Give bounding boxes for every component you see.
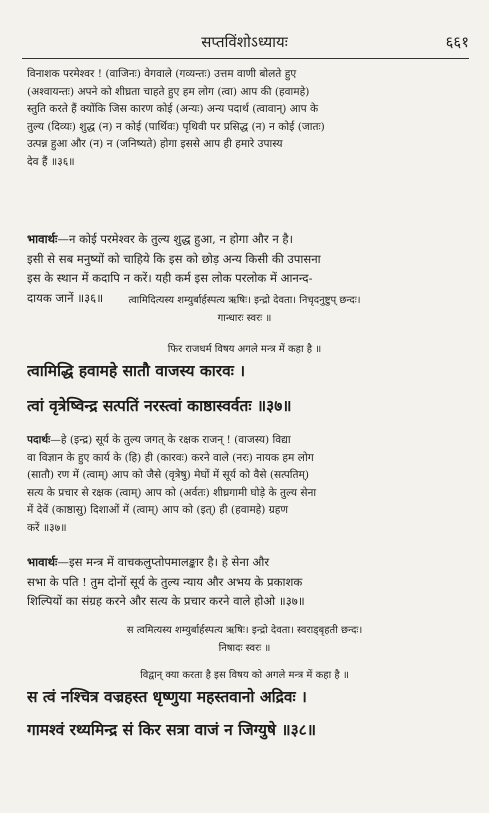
page-header	[0, 30, 489, 54]
text-line: वा विज्ञान के हुए कार्य के (हि) ही (कारवः) करने वाले (नरः) नायक हम लोग	[27, 451, 314, 464]
text-line: शिल्पियों का संग्रह करने और सत्य के प्रचार करने वाले होओ ॥३७॥	[27, 594, 305, 608]
mantra-38-line-1: स त्वं नश्चित्र वज्रहस्त धृष्णुया महस्तवानो अद्रिवः ।	[27, 687, 307, 706]
padartha-label: पदार्थः	[27, 434, 51, 446]
text-line: देव हैं ॥३६॥	[27, 155, 75, 168]
text-line: तुल्य (दिव्यः) शुद्ध (न) न कोई (पार्थिवः) पृथिवी पर प्रसिद्ध (न) न कोई (जातः)	[27, 120, 325, 133]
text-line: (अश्वायन्तः) अपने को शीघ्रता चाहते हुए हम लोग (त्वा) आप की (हवामहे)	[27, 85, 310, 98]
chapter-title: सप्तविंशोऽध्यायः	[201, 33, 288, 51]
text-line: विनाशक परमेश्वर ! (वाजिनः) वेगवाले (गव्यन्तः) उत्तम वाणी बोलते हुए	[27, 68, 297, 80]
mantra-37-line-1: त्वामिद्धि हवामहे सातौ वाजस्य कारवः ।	[27, 361, 246, 380]
svara-line-37: गान्धारः स्वरः ॥	[217, 313, 272, 324]
mantra-intro-38: विद्वान् क्या करता है इस विषय को अगले मन्त्र में कहा है ॥	[140, 670, 349, 681]
text-line: दायक जानें ॥३६॥	[27, 290, 104, 305]
text-line: करें ॥३७॥	[27, 521, 67, 534]
text-line: इस के स्थान में कदापि न करें। यही कर्म इस लोक परलोक में आनन्द-	[27, 271, 313, 285]
page-number: ६६१	[445, 33, 469, 51]
padartha-37	[27, 432, 471, 538]
text-line: भावार्थः—न कोई परमेश्वर के तुल्य शुद्ध हुआ, न होगा और न है।	[27, 232, 293, 246]
translation-36-continued	[27, 66, 471, 172]
text-line: पदार्थः—हे (इन्द्र) सूर्य के तुल्य जगत् के रक्षक राजन् ! (वाजस्य) विद्या	[27, 434, 291, 446]
text-line: सभा के पति ! तुम दोनों सूर्य के तुल्य न्याय और अभय के प्रकाशक	[27, 574, 303, 589]
rishi-devata-line-37: त्वामिदित्यस्य शम्युर्बार्हस्पत्य ऋषिः। इन्द्रो देवता। निचृदनुष्टुप् छन्दः।	[128, 295, 361, 306]
svara-line-38: निषादः स्वरः ॥	[218, 643, 271, 654]
bhavartha-label: भावार्थः	[27, 555, 58, 569]
text-line: उत्पन्न हुआ और (न) न (जनिष्यते) होगा इससे आप ही हमारे उपास्य	[27, 138, 283, 151]
text-line: स्तुति करते हैं क्योंकि जिस कारण कोई (अन्यः) अन्य पदार्थ (त्वावान्) आप के	[27, 103, 319, 116]
header-rule	[22, 58, 469, 59]
mantra-37-line-2: त्वां वृत्रेष्विन्द्र सत्पतिं नरस्त्वां काष्ठास्वर्वतः ॥३७॥	[27, 396, 292, 415]
text-line: इसी से सब मनुष्यों को चाहिये कि इस को छोड़ अन्य किसी की उपासना	[27, 251, 321, 266]
text-line: सत्य के प्रचार से रक्षक (त्वाम्) आप को (अर्वतः) शीघ्रगामी घोड़े के तुल्य सेना	[27, 486, 317, 499]
bhavartha-label: भावार्थः	[27, 232, 58, 246]
mantra-38-line-2: गामश्वं रथ्यमिन्द्र सं किर सत्रा वाजं न जिग्युषे ॥३८॥	[27, 720, 317, 739]
bhavartha-37	[27, 553, 471, 612]
text-line: में देवें (काष्ठासु) दिशाओं में (त्वाम्) आप को (इत्) ही (हवामहे) ग्रहण	[27, 504, 289, 517]
rishi-devata-line-38: स त्वमित्यस्य शम्युर्बार्हस्पत्य ऋषिः। इन्द्रो देवता। स्वराड्बृहती छन्दः।	[126, 625, 363, 636]
mantra-intro-37: फिर राजधर्म विषय अगले मन्त्र में कहा है ॥	[167, 344, 322, 355]
text-line: भावार्थः—इस मन्त्र में वाचकलुप्तोपमालङ्कार है। हे सेना और	[27, 555, 270, 569]
text-line: (सातौ) रण में (त्वाम्) आप को जैसे (वृत्रेषु) मेघों में सूर्य को वैसे (सत्पतिम्)	[27, 469, 309, 482]
